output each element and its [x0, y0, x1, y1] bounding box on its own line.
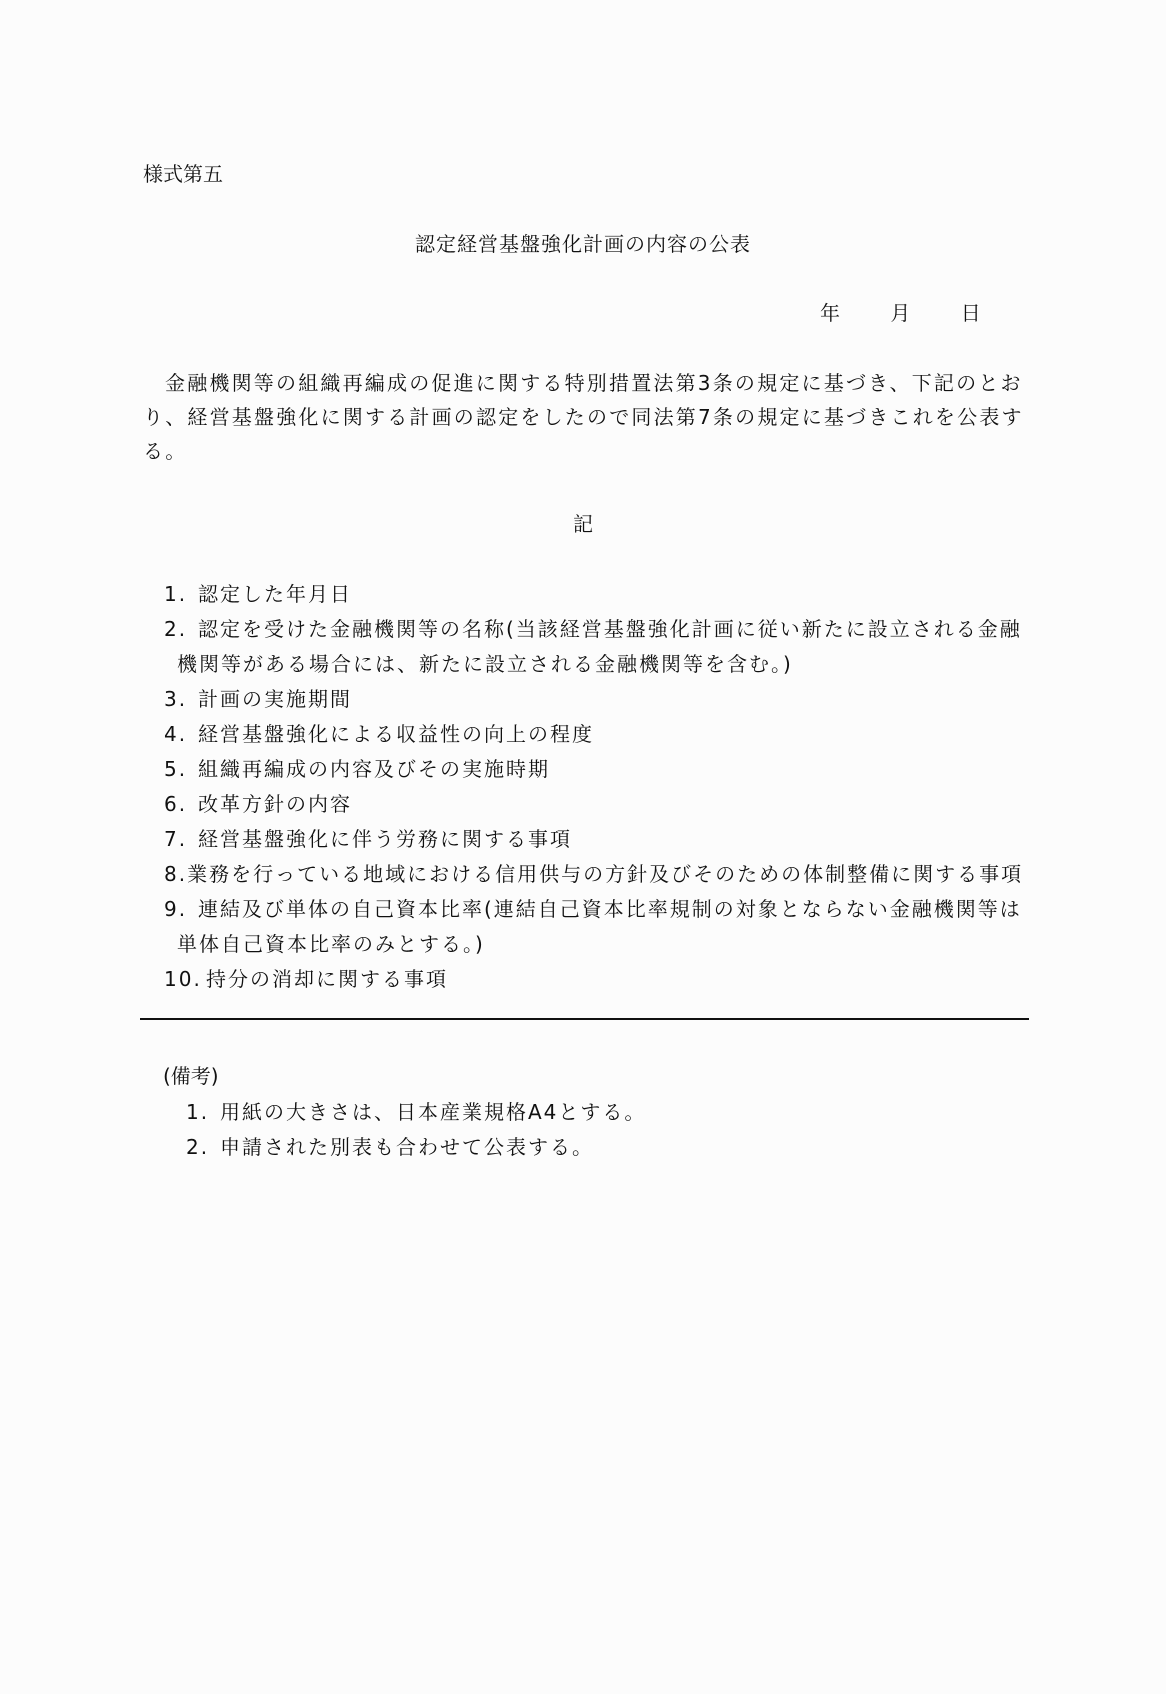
- item-text: 改革方針の内容: [198, 792, 352, 816]
- item-number: 4.: [164, 722, 188, 746]
- body-line: 金融機関等の組織再編成の促進に関する特別措置法第3条の規定に基づき、下記のとお: [165, 371, 1023, 395]
- list-item: [164, 717, 1023, 752]
- date-year-label: 年: [820, 301, 840, 325]
- item-list: [164, 577, 1023, 997]
- item-text: 認定を受けた金融機関等の名称(当該経営基盤強化計画に従い新たに設立される金融: [198, 617, 1022, 641]
- item-number: 7.: [164, 827, 188, 851]
- list-item: [164, 962, 1023, 997]
- ki-heading: 記: [573, 512, 593, 536]
- date-month-label: 月: [890, 301, 911, 325]
- item-number: 5.: [164, 757, 188, 781]
- notes-list: [186, 1095, 646, 1165]
- list-item: [164, 682, 1023, 717]
- item-number: 2.: [164, 617, 188, 641]
- note-item: [186, 1130, 646, 1165]
- item-text: 組織再編成の内容及びその実施時期: [198, 757, 550, 781]
- body-line: り、経営基盤強化に関する計画の認定をしたので同法第7条の規定に基づきこれを公表す: [143, 405, 1024, 429]
- body-paragraph: [143, 366, 1023, 468]
- note-text: 用紙の大きさは、日本産業規格A4とする。: [220, 1100, 647, 1124]
- item-number: 10.: [164, 967, 202, 991]
- note-number: 2.: [186, 1135, 210, 1159]
- date-line: [820, 297, 981, 326]
- list-item: [164, 787, 1023, 822]
- item-text: 持分の消却に関する事項: [206, 967, 448, 991]
- item-text: 業務を行っている地域における信用供与の方針及びそのための体制整備に関する事項: [187, 862, 1024, 886]
- list-item: [164, 892, 1023, 927]
- list-item-continuation: 単体自己資本比率のみとする。): [177, 932, 485, 956]
- item-text: 経営基盤強化による収益性の向上の程度: [198, 722, 594, 746]
- list-item: [164, 822, 1023, 857]
- item-number: 8.: [164, 862, 188, 886]
- notes-heading: (備考): [163, 1064, 219, 1088]
- horizontal-divider: [140, 1018, 1029, 1020]
- list-item-continuation: 機関等がある場合には、新たに設立される金融機関等を含む。): [177, 652, 793, 676]
- item-number: 6.: [164, 792, 188, 816]
- list-item: [164, 752, 1023, 787]
- list-item: [164, 857, 1023, 892]
- date-day-label: 日: [960, 301, 981, 325]
- item-number: 3.: [164, 687, 188, 711]
- note-number: 1.: [186, 1100, 210, 1124]
- body-line: る。: [143, 439, 188, 463]
- item-number: 9.: [164, 897, 188, 921]
- item-text: 経営基盤強化に伴う労務に関する事項: [198, 827, 572, 851]
- item-number: 1.: [164, 582, 188, 606]
- list-item: [164, 577, 1023, 612]
- note-text: 申請された別表も合わせて公表する。: [220, 1135, 594, 1159]
- document-title: 認定経営基盤強化計画の内容の公表: [415, 232, 751, 256]
- note-item: [186, 1095, 646, 1130]
- item-text: 計画の実施期間: [198, 687, 352, 711]
- form-number: 様式第五: [143, 162, 223, 186]
- list-item: [164, 612, 1023, 647]
- item-text: 連結及び単体の自己資本比率(連結自己資本比率規制の対象とならない金融機関等は: [198, 897, 1022, 921]
- item-text: 認定した年月日: [198, 582, 352, 606]
